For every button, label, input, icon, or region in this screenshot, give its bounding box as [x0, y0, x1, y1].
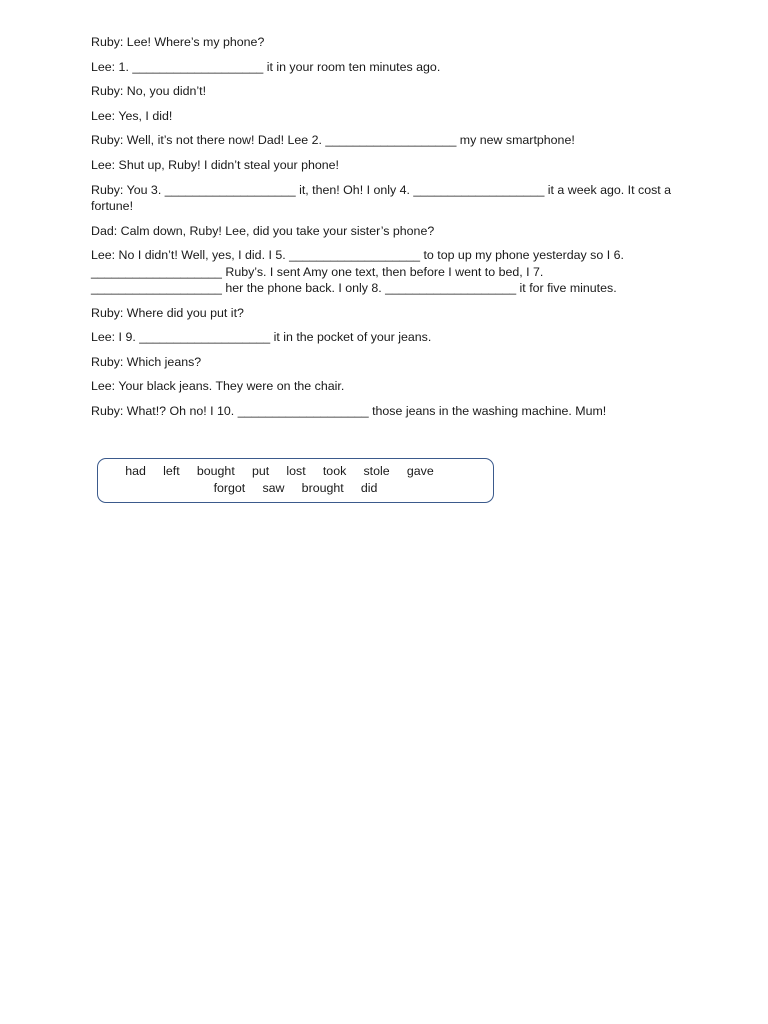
word-bank-word: put — [251, 464, 270, 478]
word-bank-word: saw — [262, 480, 285, 495]
dialogue-line-3: Ruby: No, you didn’t! — [91, 84, 207, 99]
dialogue-exercise — [91, 34, 677, 428]
dialogue-line-13: Lee: Your black jeans. They were on the chair. — [91, 379, 345, 394]
word-bank-word: took — [322, 464, 347, 478]
word-bank-box — [97, 458, 494, 503]
dialogue-line-7: Ruby: You 3. ___________________ it, then! Oh! I only 4. ___________________ it a week ago. It cost a fortune! — [91, 182, 672, 213]
word-bank-word: left — [163, 464, 180, 478]
dialogue-line-11: Lee: I 9. ___________________ it in the pocket of your jeans. — [91, 330, 432, 345]
dialogue-line-6: Lee: Shut up, Ruby! I didn’t steal your phone! — [91, 157, 339, 172]
word-bank-word: lost — [286, 464, 306, 478]
word-bank-word: gave — [406, 464, 434, 478]
word-bank-word: had — [125, 464, 146, 478]
word-bank-word: stole — [363, 464, 390, 478]
word-bank-row-1 — [66, 463, 493, 480]
dialogue-line-8: Dad: Calm down, Ruby! Lee, did you take your sister’s phone? — [91, 223, 435, 238]
word-bank-word: did — [360, 480, 378, 495]
dialogue-line-1: Ruby: Lee! Where’s my phone? — [91, 35, 265, 49]
dialogue-line-12: Ruby: Which jeans? — [91, 354, 202, 369]
word-bank-word: brought — [301, 480, 344, 495]
dialogue-line-14: Ruby: What!? Oh no! I 10. ___________________ those jeans in the washing machine. Mum! — [91, 403, 607, 418]
dialogue-line-2: Lee: 1. ___________________ it in your room ten minutes ago. — [91, 59, 441, 74]
dialogue-line-5: Ruby: Well, it’s not there now! Dad! Lee 2. ___________________ my new smartphone! — [91, 133, 575, 148]
dialogue-line-4: Lee: Yes, I did! — [91, 108, 173, 123]
word-bank-row-2 — [98, 480, 493, 497]
dialogue-line-10: Ruby: Where did you put it? — [91, 305, 244, 320]
dialogue-line-9: Lee: No I didn’t! Well, yes, I did. I 5. ___________________ to top up my phone yesterday so I 6. ___________________ Ruby’s. I sent Amy one text, then before I went to bed, I 7. ___________________ her the phone back. I only 8. ___________________ it for five minutes. — [91, 248, 624, 295]
word-bank-word: bought — [196, 464, 235, 478]
word-bank-word: forgot — [213, 480, 246, 495]
